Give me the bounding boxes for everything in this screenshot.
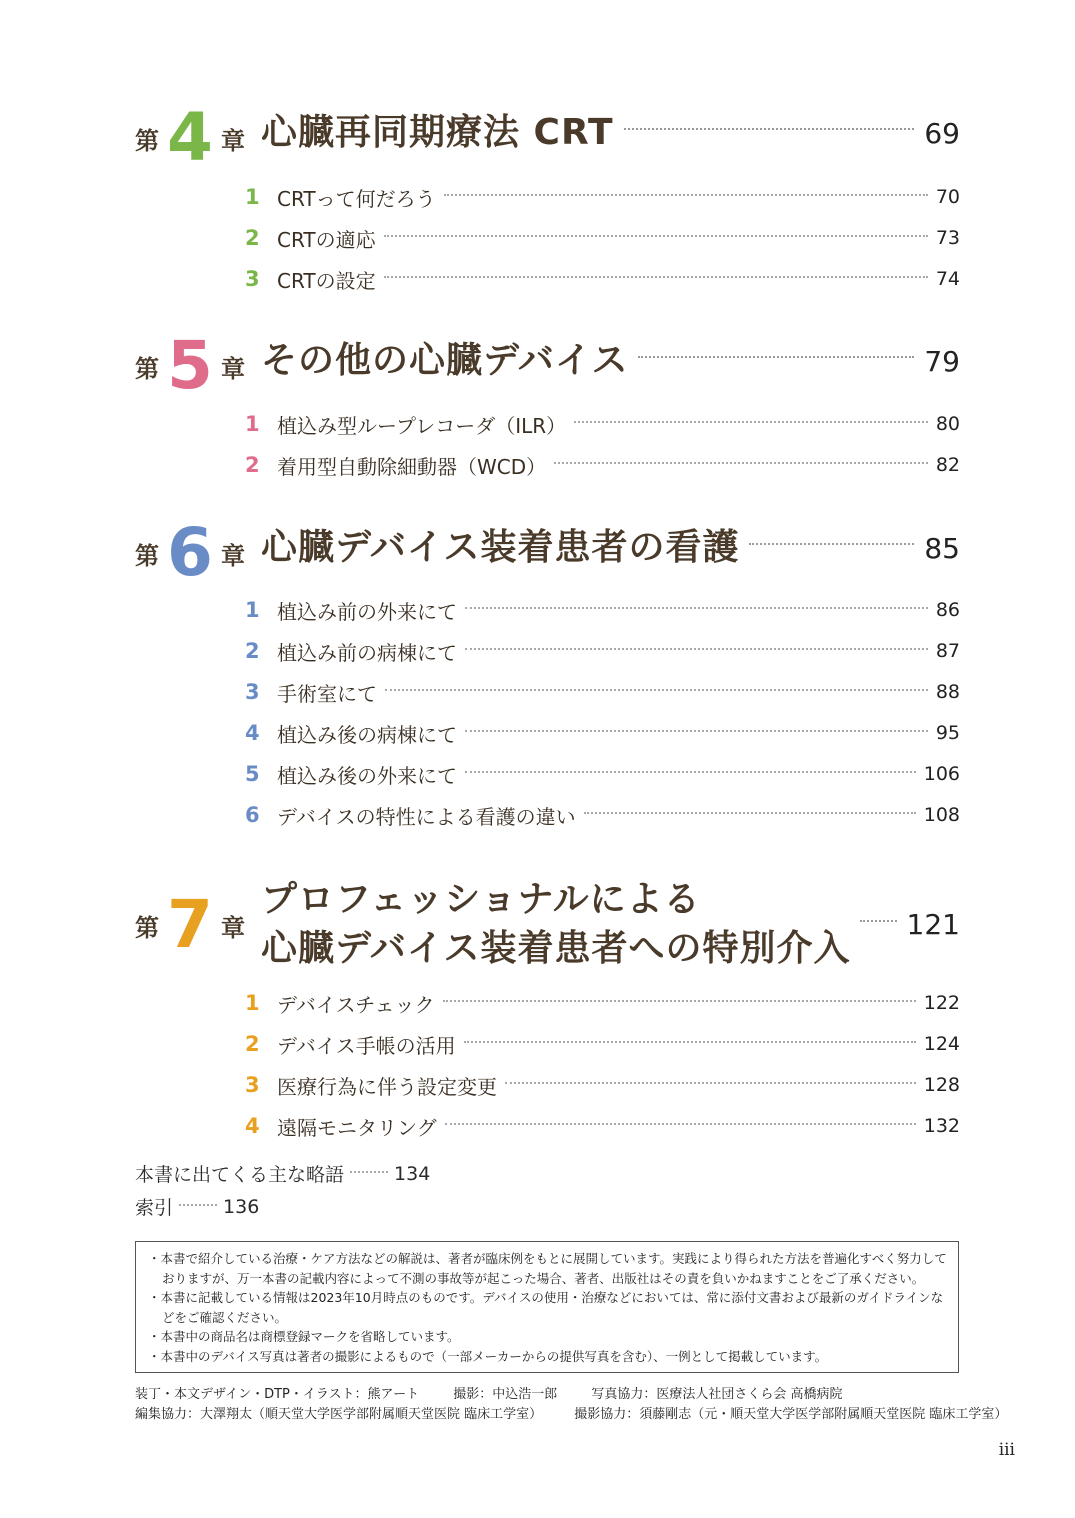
- chapter-title: 心臓再同期療法 CRT: [261, 112, 614, 153]
- section-number: 2: [245, 1032, 260, 1056]
- chapter-title-line1: プロフェッショナルによる: [261, 879, 701, 920]
- section-row[interactable]: [245, 988, 960, 1018]
- section-page: 106: [923, 763, 960, 785]
- section-row[interactable]: [245, 636, 960, 666]
- section-page: 82: [935, 454, 960, 476]
- leader-dots: [179, 1204, 217, 1206]
- leader-dots: [465, 730, 928, 732]
- credit-shooting-cooperation: 撮影協力：須藤剛志（元・順天堂大学医学部附属順天堂医院 臨床工学室）: [574, 1407, 1008, 1422]
- credits-line-2: [135, 1403, 1007, 1422]
- chapter-number: 7: [167, 886, 213, 963]
- section-page: 128: [923, 1074, 960, 1096]
- section-page: 86: [935, 599, 960, 621]
- section-title: CRTの適応: [277, 227, 376, 252]
- leader-dots: [574, 421, 928, 423]
- credit-photo-cooperation: 写真協力：医療法人社団さくら会 高橋病院: [591, 1387, 843, 1402]
- section-page: 95: [935, 722, 960, 744]
- section-page: 74: [935, 268, 960, 290]
- section-title: 植込み後の外来にて: [277, 763, 457, 788]
- section-row[interactable]: [245, 595, 960, 625]
- chapter-5-title-row[interactable]: [261, 337, 960, 386]
- chapter-6-title-row[interactable]: [261, 524, 960, 573]
- section-page: 70: [935, 186, 960, 208]
- section-number: 2: [245, 639, 260, 663]
- section-title: デバイスの特性による看護の違い: [277, 804, 576, 829]
- page-folio: iii: [998, 1440, 1015, 1460]
- leader-dots: [384, 235, 928, 237]
- section-row[interactable]: [245, 759, 960, 789]
- chapter-page: 69: [924, 116, 960, 150]
- leader-dots: [624, 128, 915, 130]
- chapter-number: 5: [167, 327, 213, 404]
- section-page: 73: [935, 227, 960, 249]
- leader-dots: [554, 462, 928, 464]
- extra-index[interactable]: [135, 1193, 259, 1220]
- chapter-page: 121: [906, 908, 960, 942]
- section-number: 6: [245, 803, 260, 827]
- leader-dots: [584, 812, 916, 814]
- chapter-title-line2: 心臓デバイス装着患者への特別介入: [261, 927, 851, 969]
- section-row[interactable]: [245, 677, 960, 707]
- section-row[interactable]: [245, 800, 960, 830]
- chapter-title-block: [261, 876, 850, 973]
- chapter-sho: 章: [220, 541, 245, 570]
- section-title: 植込み前の外来にて: [277, 599, 457, 624]
- leader-dots: [638, 356, 914, 358]
- chapter-7-title-row[interactable]: [261, 876, 960, 973]
- section-number: 3: [245, 680, 260, 704]
- section-title: デバイス手帳の活用: [277, 1033, 456, 1058]
- leader-dots: [350, 1171, 388, 1173]
- section-number: 5: [245, 762, 260, 786]
- extra-page: 136: [223, 1195, 260, 1218]
- leader-dots: [465, 771, 916, 773]
- leader-dots: [465, 648, 928, 650]
- chapter-dai: 第: [135, 913, 159, 942]
- leader-dots: [385, 689, 928, 691]
- chapter-7-label: [135, 886, 245, 963]
- chapter-sho: 章: [220, 913, 245, 942]
- chapter-page: 85: [924, 531, 960, 565]
- section-page: 122: [923, 992, 960, 1014]
- chapter-number: 4: [167, 99, 213, 176]
- credits-line-1: [135, 1383, 843, 1402]
- section-page: 132: [923, 1115, 960, 1137]
- chapter-4-label: [135, 99, 245, 176]
- section-row[interactable]: [245, 409, 960, 439]
- section-row[interactable]: [245, 450, 960, 480]
- extra-title: 本書に出てくる主な略語: [135, 1164, 345, 1186]
- section-title: 植込み前の病棟にて: [277, 640, 457, 665]
- extra-page: 134: [394, 1162, 431, 1185]
- leader-dots: [384, 276, 928, 278]
- chapter-sho: 章: [220, 354, 245, 383]
- extra-abbreviations[interactable]: [135, 1160, 430, 1187]
- extra-title: 索引: [135, 1197, 174, 1219]
- section-page: 124: [923, 1033, 960, 1055]
- section-row[interactable]: [245, 182, 960, 212]
- section-row[interactable]: [245, 1029, 960, 1059]
- chapter-title: 心臓デバイス装着患者の看護: [261, 527, 740, 568]
- credit-editing: 編集協力：大澤翔太（順天堂大学医学部附属順天堂医院 臨床工学室）: [135, 1407, 543, 1422]
- leader-dots: [464, 1041, 916, 1043]
- section-title: CRTの設定: [277, 268, 376, 293]
- chapter-dai: 第: [135, 354, 159, 383]
- section-number: 1: [245, 412, 260, 436]
- section-title: 着用型自動除細動器（WCD）: [277, 454, 547, 479]
- section-number: 1: [245, 185, 260, 209]
- section-title: 植込み型ループレコーダ（ILR）: [277, 413, 567, 438]
- section-row[interactable]: [245, 264, 960, 294]
- section-number: 4: [245, 721, 260, 745]
- credit-photo: 撮影：中込浩一郎: [453, 1387, 558, 1402]
- credit-design: 装丁・本文デザイン・DTP・イラスト：熊アート: [135, 1387, 420, 1402]
- chapter-4-title-row[interactable]: [261, 109, 960, 158]
- section-title: 植込み後の病棟にて: [277, 722, 457, 747]
- note-item: ・本書中のデバイス写真は著者の撮影によるもので（一部メーカーからの提供写真を含む）、一例として掲載しています。: [148, 1348, 828, 1364]
- section-title: 手術室にて: [277, 681, 377, 706]
- section-number: 1: [245, 991, 260, 1015]
- section-title: 遠隔モニタリング: [277, 1115, 437, 1140]
- leader-dots: [860, 920, 896, 922]
- chapter-6-label: [135, 514, 245, 591]
- chapter-title: その他の心臓デバイス: [261, 340, 629, 381]
- section-page: 80: [935, 413, 960, 435]
- section-title: CRTって何だろう: [277, 186, 436, 211]
- section-page: 87: [935, 640, 960, 662]
- chapter-dai: 第: [135, 126, 159, 155]
- leader-dots: [465, 607, 928, 609]
- section-page: 88: [935, 681, 960, 703]
- section-row[interactable]: [245, 1070, 960, 1100]
- leader-dots: [445, 1123, 916, 1125]
- section-row[interactable]: [245, 1111, 960, 1141]
- chapter-5-label: [135, 327, 245, 404]
- section-number: 1: [245, 598, 260, 622]
- leader-dots: [505, 1082, 916, 1084]
- section-title: 医療行為に伴う設定変更: [277, 1074, 497, 1099]
- section-number: 4: [245, 1114, 260, 1138]
- section-row[interactable]: [245, 223, 960, 253]
- note-item: ・本書に記載している情報は2023年10月時点のものです。デバイスの使用・治療などにおいては、常に添付文書および最新のガイドラインなどをご確認ください。: [148, 1290, 944, 1325]
- note-item: ・本書中の商品名は商標登録マークを省略しています。: [148, 1329, 460, 1344]
- leader-dots: [749, 543, 914, 545]
- chapter-dai: 第: [135, 541, 159, 570]
- leader-dots: [444, 194, 928, 196]
- section-number: 3: [245, 1073, 260, 1097]
- section-row[interactable]: [245, 718, 960, 748]
- chapter-number: 6: [167, 514, 213, 591]
- chapter-page: 79: [924, 344, 960, 378]
- note-item: ・本書で紹介している治療・ケア方法などの解説は、著者が臨床例をもとに展開しています。実践により得られた方法を普遍化すべく努力しておりますが、万一本書の記載内容によって不測の事故等が起こった場合、著者、出版社はその責を負いかねますことをご了承ください。: [148, 1251, 947, 1286]
- notes-box: [135, 1241, 959, 1373]
- chapter-sho: 章: [220, 126, 245, 155]
- section-page: 108: [923, 804, 960, 826]
- section-number: 3: [245, 267, 260, 291]
- section-title: デバイスチェック: [277, 992, 435, 1017]
- section-number: 2: [245, 226, 260, 250]
- leader-dots: [443, 1000, 916, 1002]
- section-number: 2: [245, 453, 260, 477]
